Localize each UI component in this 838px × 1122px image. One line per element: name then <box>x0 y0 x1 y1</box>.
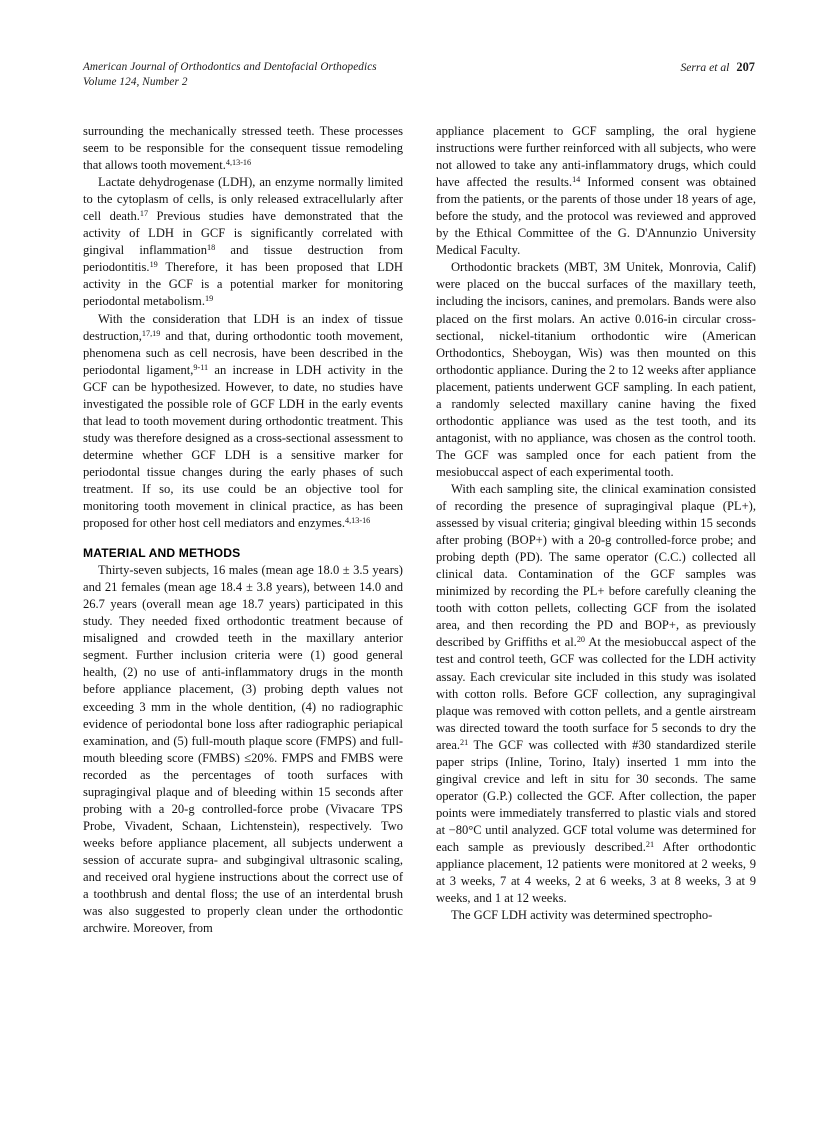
citation-superscript: 20 <box>576 635 586 645</box>
citation-superscript: 19 <box>204 294 214 304</box>
para-thirty-seven: Thirty-seven subjects, 16 males (mean age 18.0 ± 3.5 years) and 21 females (mean age 18.4 ± 3.8 years), between 14.0 and 26.7 years (overall mean age 18.7 years) participated in this study. They needed fixed orthodontic treatment because of misaligned and crowded teeth in the maxillary anterior segment. Further inclusion criteria were (1) good general health, (2) no use of anti-inflammatory drugs in the month before appliance placement, (3) probing depth values not exceeding 3 mm in the whole dentition, (4) no radiographic evidence of periodontal bone loss after radiographic periapical examination, and (5) full-mouth plaque score (FMPS) and full-mouth bleeding score (FMBS) ≤20%. FMPS and FMBS were recorded as the percentages of tooth surfaces with supragingival plaque and of bleeding within 15 seconds after probing with a 20-g controlled-force probe (Vivacare TPS Probe, Vivadent, Schaan, Lichtenstein), respectively. Two weeks before appliance placement, all subjects underwent a session of accurate supra- and subgingival ultrasonic scaling, and received oral hygiene instructions about the correct use of a toothbrush and dental floss; the use of an interdental brush was also suggested to properly clean under the orthodontic archwire. Moreover, from <box>83 563 403 936</box>
citation-superscript: 17,19 <box>141 328 161 338</box>
running-head-authors: Serra et al <box>680 61 730 74</box>
para-surrounding: surrounding the mechanically stressed teeth. These processes seem to be responsible for the consequent tissue remodeling that allows tooth movement.$^{4,13-16}$ <box>83 124 403 173</box>
column-right <box>436 123 756 1043</box>
column-left <box>83 123 403 1043</box>
para-consideration: With the consideration that LDH is an index of tissue destruction,$^{17,19}$ and that, during orthodontic tooth movement, phenomena such as cell necrosis, have been described in the periodontal ligament,$^{9-11}$ an increase in LDH activity in the GCF can be hypothesized. However, to date, no studies have investigated the possible role of GCF LDH in the early events that lead to tooth movement during orthodontic treatment. This study was therefore designed as a cross-sectional assessment to determine whether GCF LDH is a sensitive marker for periodontal tissue changes during the early phases of such treatment. If so, its use could be an objective tool for monitoring tooth movement in clinical practice, as has been proposed for other host cell mediators and enzymes.$^{4,13-16}$ <box>83 311 403 531</box>
running-head <box>83 60 755 94</box>
para-lactate: Lactate dehydrogenase (LDH), an enzyme normally limited to the cytoplasm of cells, is only released extracellularly after cell death.$^{17}$ Previous studies have demonstrated that the activity of LDH in GCF is significantly correlated with gingival inflammation$^{18}$ and tissue destruction from periodontitis.$^{19}$ Therefore, it has been proposed that LDH activity in the GCF is a potential marker for monitoring periodontal metabolism.$^{19}$ <box>83 175 403 309</box>
journal-title: American Journal of Orthodontics and Dentofacial Orthopedics <box>83 61 377 73</box>
para-with-each-sampling: With each sampling site, the clinical examination consisted of recording the presence of supragingival plaque (PL+), assessed by visual criteria; gingival bleeding within 15 seconds after probing (BOP+) with a 20-g controlled-force probe; and probing depth (PD). The same operator (C.C.) collected all clinical data. Contamination of the GCF samples was minimized by recording the PL+ before carefully cleaning the tooth with cotton pellets, collecting GCF from the isolated area, and then recording the PD and BOP+, as previously described by Griffiths et al.$^{20}$ At the mesiobuccal aspect of the test and control teeth, GCF was collected for the LDH activity assay. Each crevicular site included in this study was isolated with cotton rolls. Before GCF collection, any supragingival plaque was removed with cotton pellets, and a gentle airstream was directed toward the tooth surface for 5 seconds to dry the area.$^{21}$ The GCF was collected with #30 standardized sterile paper strips (Inline, Torino, Italy) inserted 1 mm into the gingival crevice and left in situ for 30 seconds. The same operator (G.P.) collected the GCF. After collection, the paper points were immediately transferred to plastic vials and stored at −80°C until analyzed. GCF total volume was determined for each sample as previously described.$^{21}$ After orthodontic appliance placement, 12 patients were monitored at 2 weeks, 9 at 3 weeks, 7 at 4 weeks, 2 at 6 weeks, 3 at 8 weeks, 3 at 9 weeks, and 1 at 12 weeks. <box>436 481 756 906</box>
citation-superscript: 17 <box>139 208 149 218</box>
section-heading-material-and-methods: MATERIAL AND METHODS <box>83 546 241 561</box>
citation-superscript: 21 <box>645 839 655 849</box>
para-gcf-ldh-activity: The GCF LDH activity was determined spectropho- <box>451 908 713 923</box>
citation-superscript: 21 <box>460 737 469 747</box>
citation-superscript: 4,13-16 <box>345 515 371 525</box>
citation-superscript: 4,13-16 <box>225 157 252 167</box>
para-appliance-placement: appliance placement to GCF sampling, the oral hygiene instructions were further reinforced with all subjects, who were not allowed to take any anti-inflammatory drugs, which could have affected the results.$^{14}$ Informed consent was obtained from the patients, or the parents of those under 18 years of age, before the study, and the protocol was reviewed and approved by the Ethical Committee of the G. D'Annunzio University Medical Faculty. <box>436 124 756 258</box>
citation-superscript: 14 <box>572 174 581 184</box>
citation-superscript: 9-11 <box>193 362 209 372</box>
para-orthodontic-brackets: Orthodontic brackets (MBT, 3M Unitek, Monrovia, Calif) were placed on the buccal surfaces of the maxillary teeth, including the incisors, canines, and premolars. Bands were also placed on the first molars. An active 0.016-in circular cross-sectional, nickel-titanium orthodontic wire (American Orthodontics, Sheboygan, Wis) was then mounted on this orthodontic appliance. During the 2 to 12 weeks after appliance placement, patients underwent GCF sampling. In each patient, a randomly selected maxillary canine having the fixed orthodontic appliance was used as the test tooth, and its antagonist, with no appliance, was chosen as the control tooth. The GCF was sampled once for each patient from the mesiobuccal aspect of each experimental tooth. <box>436 260 756 479</box>
running-head-authors-page <box>680 60 755 76</box>
citation-superscript: 18 <box>206 243 216 253</box>
two-column-body <box>83 123 756 1043</box>
running-head-journal <box>83 60 377 89</box>
page-number: 207 <box>736 60 755 74</box>
citation-superscript: 19 <box>149 260 158 270</box>
journal-volume-line: Volume 124, Number 2 <box>83 75 188 88</box>
